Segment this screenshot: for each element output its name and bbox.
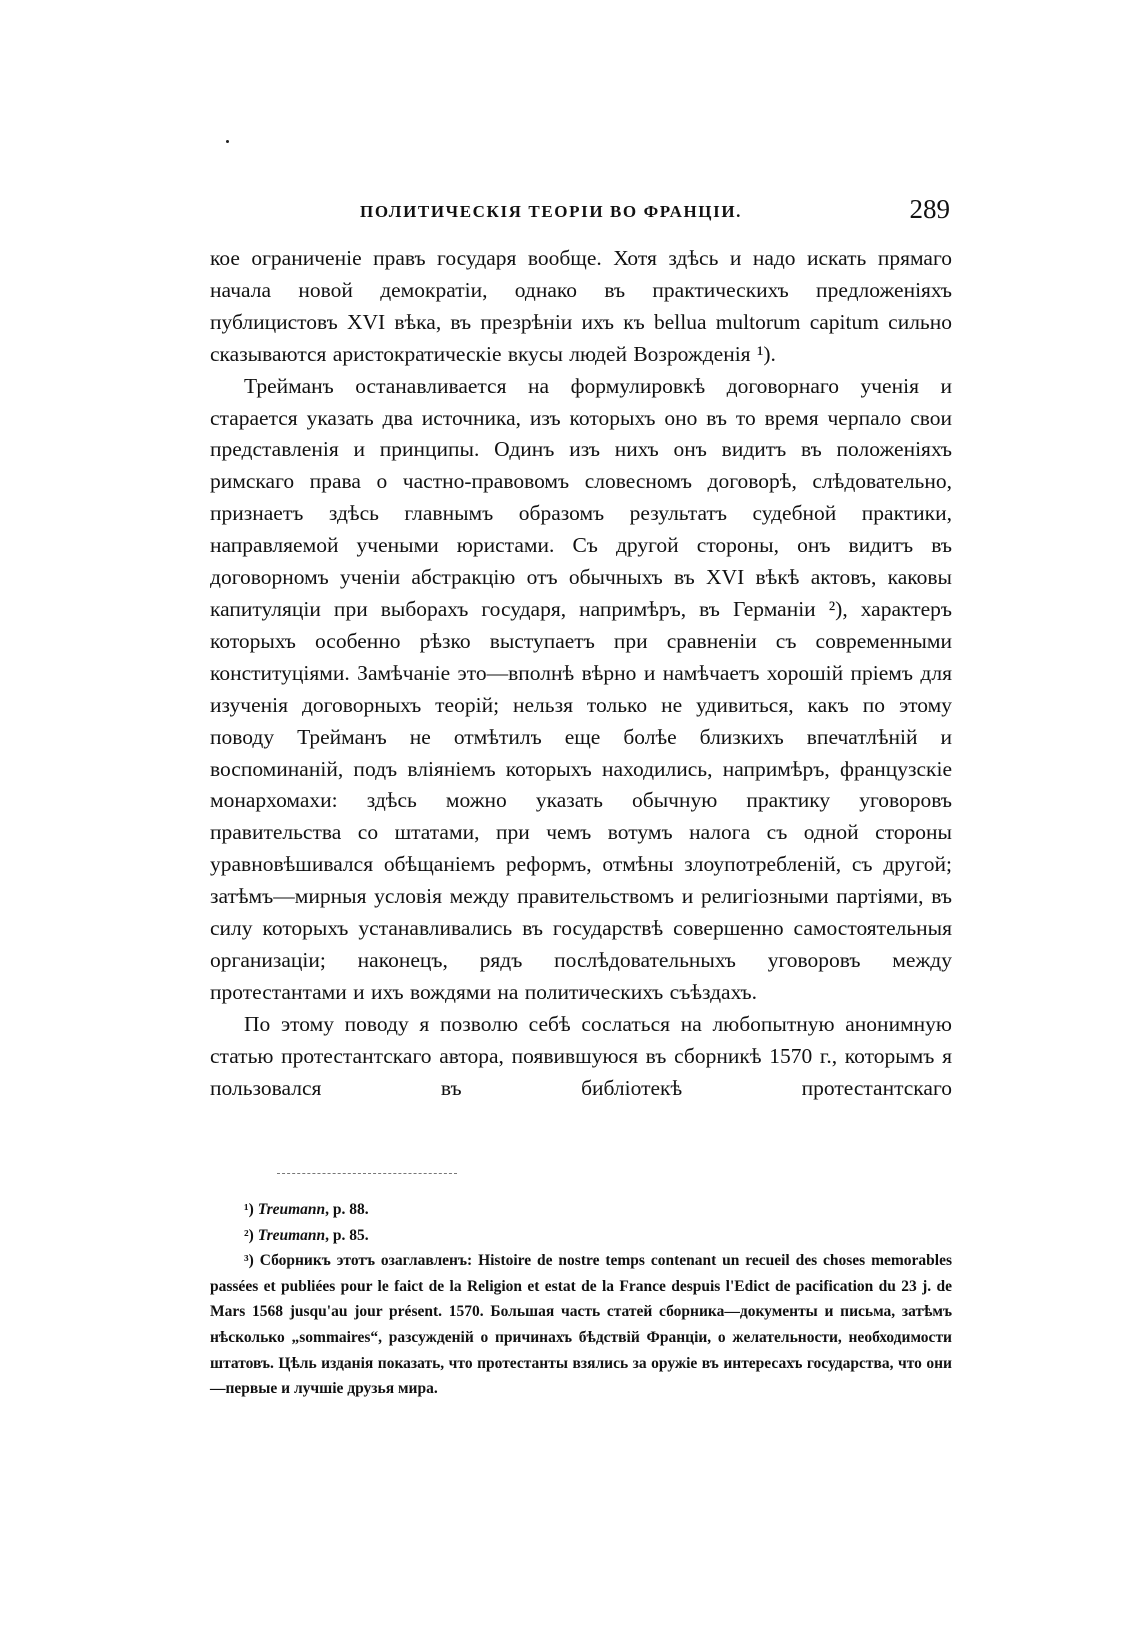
footnote-2-marker: ²) [244, 1226, 254, 1244]
footnote-1 [210, 1197, 952, 1223]
footnotes [210, 1197, 952, 1402]
main-text [210, 243, 952, 1104]
footnote-3-text: Сборникъ этотъ озаглавленъ: Histoire de nostre temps contenant un recueil des choses memorables passées et publiées pour le faict de la Religion et estat de la France despuis l'Edict de pacification du 23 j. de Mars 1568 jusqu'au jour présent. 1570. Большая часть статей сборника—документы и письма, затѣмъ нѣсколько „sommaires“, разсужденій о причинахъ бѣдствій Франціи, о желательности, необходимости штатовъ. Цѣль изданія показать, что протестанты взялись за оружіе въ интересахъ государства, что они—первые и лучшіе друзья мира. [210, 1252, 953, 1398]
page-header [210, 196, 950, 230]
paragraph-3: По этому поводу я позволю себѣ сослаться на любопытную анонимную статью протестантскаго автора, появившуюся въ сборникѣ 1570 г., которымъ я пользовался въ библіотекѣ протестантскаго [210, 1011, 952, 1100]
footnote-3 [210, 1248, 952, 1402]
footnote-1-author: Treumann [257, 1201, 326, 1218]
paragraph-1: кое ограниченіе правъ государя вообще. Хотя здѣсь и надо искать прямаго начала новой демократіи, однако въ практическихъ предложеніяхъ публицистовъ XVI вѣка, въ презрѣніи ихъ къ bellua multorum capitum сильно сказываются аристократическіе вкусы людей Возрожденія ¹). [210, 246, 952, 366]
footnote-2-author: Treumann [257, 1226, 326, 1244]
running-title: ПОЛИТИЧЕСКІЯ ТЕОРІИ ВО ФРАНЦІИ. [360, 202, 743, 221]
print-speck [226, 140, 229, 143]
footnote-separator [277, 1173, 457, 1174]
footnote-1-marker: ¹) [244, 1201, 254, 1218]
footnote-2-page: , p. 85. [325, 1226, 369, 1244]
paragraph-2: Трейманъ останавливается на формулировкѣ договорнаго ученія и старается указать два источника, изъ которыхъ оно въ то время черпало свои представленія и принципы. Одинъ изъ нихъ онъ видитъ въ положеніяхъ римскаго права о частно-правовомъ словесномъ договорѣ, слѣдовательно, признаетъ здѣсь главнымъ образомъ результатъ судебной практики, направляемой учеными юристами. Съ другой стороны, онъ видитъ въ договорномъ ученіи абстракцію отъ обычныхъ въ XVI вѣкѣ актовъ, каковы капитуляціи при выборахъ государя, напримѣръ, въ Германіи ²), характеръ которыхъ особенно рѣзко выступаетъ при сравненіи съ современными конституціями. Замѣчаніе это—вполнѣ вѣрно и намѣчаетъ хорошій пріемъ для изученія договорныхъ теорій; нельзя только не удивиться, какъ по этому поводу Трейманъ не отмѣтилъ еще болѣе близкихъ впечатлѣній и воспоминаній, подъ вліяніемъ которыхъ находились, напримѣръ, французскіе монархомахи: здѣсь можно указать обычную практику уговоровъ правительства со штатами, при чемъ вотумъ налога съ одной стороны уравновѣшивался обѣщаніемъ реформъ, отмѣны злоупотребленій, съ другой; затѣмъ—мирныя условія между правительствомъ и религіозными партіями, въ силу которыхъ устанавливались въ государствѣ совершенно самостоятельныя организаціи; наконецъ, рядъ послѣдовательныхъ уговоровъ между протестантами и ихъ вождями на политическихъ съѣздахъ. [210, 373, 952, 1004]
footnote-1-page: , p. 88. [325, 1201, 369, 1218]
page-number: 289 [909, 194, 950, 224]
footnote-3-marker: ³) [244, 1252, 254, 1270]
footnote-2 [210, 1223, 952, 1249]
